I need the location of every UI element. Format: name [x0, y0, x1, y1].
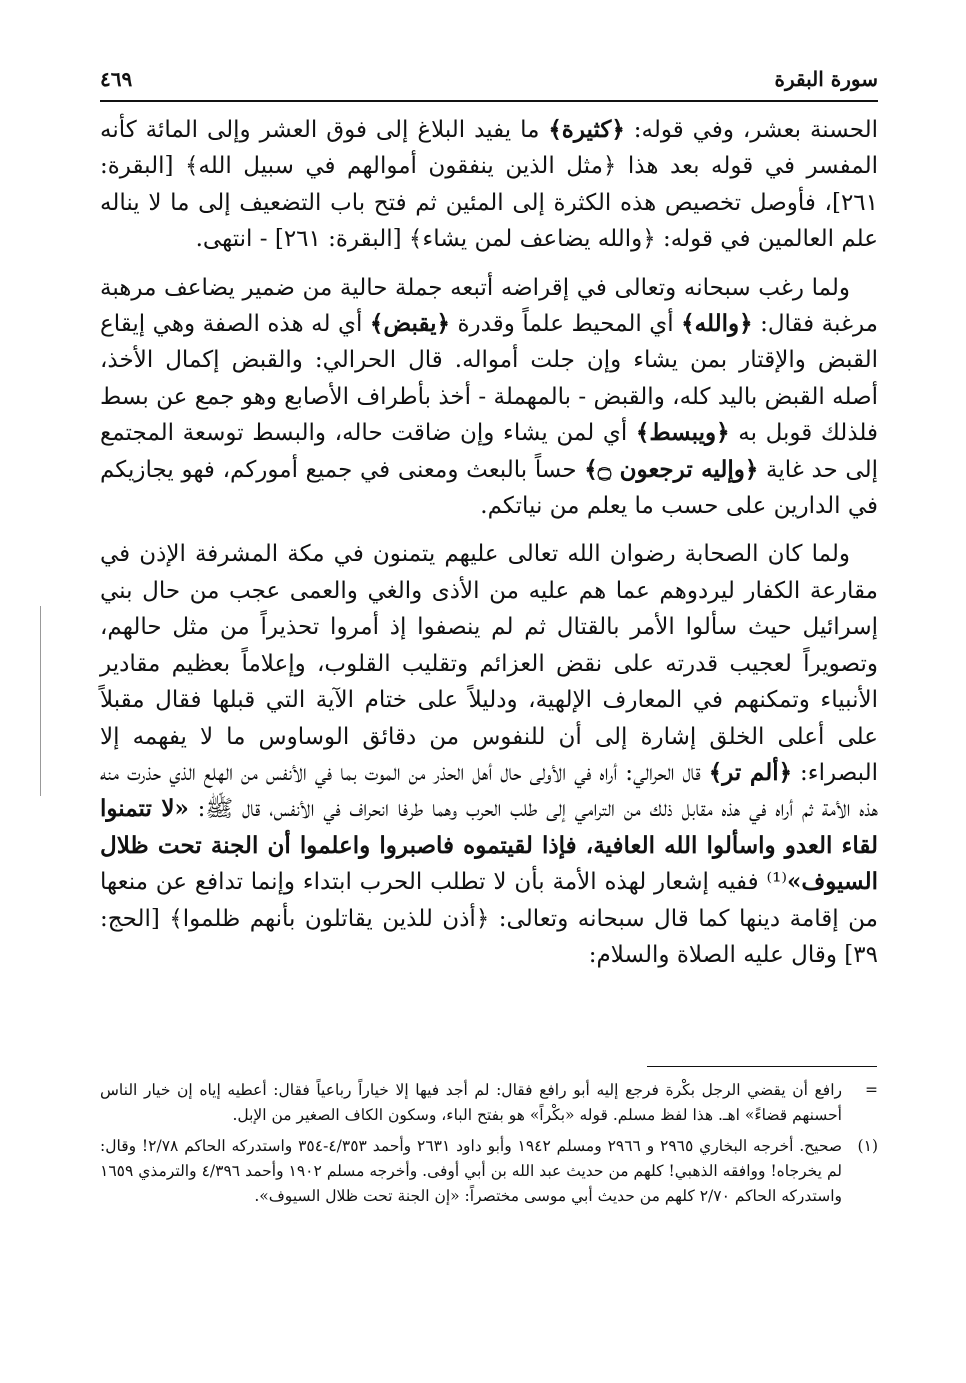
- text-run: ما يفيد البلاغ إلى فوق العشر وإلى المائة كأنه المفسر في قوله بعد هذا ﴿مثل الذين ينفقون أموالهم في سبيل الله﴾ [البقرة: ٢٦١]، فأوصل تخصيص هذه الكثرة إلى المئين ثم فتح باب التضعيف إلى ما لا يناله علم العالمين في قوله: ﴿والله يضاعف لمن يشاء﴾ [البقرة: ٢٦١] - انتهى.: [100, 117, 878, 253]
- paragraph: [100, 270, 878, 525]
- quran-quote: ﴿يقبض﴾: [369, 310, 450, 338]
- scan-margin-line: [40, 606, 41, 796]
- page-header: [100, 58, 878, 102]
- quran-quote: ﴿ويبسط﴾: [635, 419, 730, 447]
- footnote-text: صحيح. أخرجه البخاري ٢٩٦٥ و ٢٩٦٦ ومسلم ١٩٤٢ وأبو داود ٢٦٣١ وأحمد ٤/٣٥٣-٣٥٤ واستدركه الحاكم ٢/٧٨! وقال: لم يخرجاه! ووافقه الذهبي! كلهم من حديث عبد الله بن أبي أوفى. وأخرجه مسلم ١٩٠٢ وأحمد ٤/٣٩٦ والترمذي ١٦٥٩ واستدركه الحاكم ٢/٧٠ كلهم من حديث أبي موسى مختصراً: «إن الجنة تحت ظلال السيوف».: [100, 1137, 842, 1205]
- paragraph: [100, 536, 878, 973]
- quran-quote: ﴿والله﴾: [681, 310, 753, 338]
- text-run: ولما رغب سبحانه وتعالى في إقراضه أتبعه جملة حالية من ضمير يضاعف مرهبة مرغبة فقال:: [100, 274, 878, 338]
- text-run: ولما كان الصحابة رضوان الله تعالى عليهم يتمنون في مكة المشرفة الإذن في مقارعة الكفار ليردوهم عما هم عليه من الأذى والغي والعمى عجب من حال بني إسرائيل حيث سألوا الأمر بالقتال ثم لم ينصفوا إذ أمروا تحذيراً من مثل حالهم، وتصويراً لعجيب قدرته على نقض العزائم وتقليب القلوب، وإعلاماً بعظيم مقادير الأنبياء وتمكنهم في المعارف الإلهية، ودليلاً على ختام الآية التي قبلها فقال مقبلاً على أعلى الخلق إشارة إلى أن للنفوس من دقائق الوساوس ما لا يفهمه إلا البصراء:: [100, 541, 879, 786]
- footnote: [100, 1134, 878, 1209]
- main-text: [100, 112, 878, 985]
- quran-quote: ﴿كثيرة﴾: [548, 116, 625, 143]
- text-run: الحسنة بعشر، وفي قوله:: [624, 117, 878, 143]
- footnote-mark: =: [865, 1081, 878, 1099]
- footnote-mark: (١): [857, 1137, 878, 1155]
- footnotes: [100, 1078, 878, 1215]
- quran-quote: ﴿وإليه ترجعون ۝﴾: [584, 455, 759, 483]
- surah-title: سورة البقرة: [774, 67, 878, 91]
- text-run: أي المحيط علماً وقدرة: [449, 311, 682, 338]
- text-run: أي له هذه الصفة وهي إيقاع القبض والإقتار بمن يشاء وإن جلت أمواله. قال الحرالي: والقبض إكمال الأخذ، أصله القبض باليد كله، والقبض - بالمهملة - أخذ بأطراف الأصابع وهو جمع عن بسط فلذلك قوبل به: [100, 311, 878, 447]
- hadith-quote: «لا تتمنوا لقاء العدو واسألوا الله العافية، فإذا لقيتموه فاصبروا واعلموا أن الجنة تحت ظلال السيوف»: [100, 795, 878, 896]
- quran-quote: ﴿ألم تر﴾: [708, 758, 793, 786]
- page-number: ٤٦٩: [100, 67, 133, 91]
- text-run: ⁽¹⁾ ففيه إشعار لهذه الأمة بأن لا تطلب الحرب ابتداء وإنما تدافع عن منعها من إقامة دينها كما قال سبحانه وتعالى: ﴿أذن للذين يقاتلون بأنهم ظلموا﴾ [الحج: ٣٩] وقال عليه الصلاة والسلام:: [100, 869, 878, 968]
- text-run: قال الحرالي: أراه في الأولى حال أهل الحذر من الموت بما في الأنفس من الهلع الذي حذرت منه هذه الأمة ثم أراه في هذه مقابل ذلك من الترامي إلى طلب الحرب وهما طرفا انحراف في الأنفس، قال ﷺ:: [100, 759, 878, 823]
- footnote: [100, 1078, 878, 1128]
- footnote-text: رافع أن يقضي الرجل بكْرة فرجع إليه أبو رافع فقال: لم أجد فيها إلا خياراً رباعياً فقال: أعطيه إياه إن خيار الناس أحسنهم قضاءً» اهـ. هذا لفظ مسلم. قوله «بكْراً» هو بفتح الباء، وسكون الكاف الصغير من الإبل.: [100, 1081, 842, 1124]
- text-run: أي لمن يشاء وإن ضاقت حاله، والبسط توسعة المجتمع إلى حد غاية: [100, 420, 878, 483]
- footnote-separator: [647, 1066, 877, 1067]
- paragraph: [100, 112, 878, 258]
- text-run: حساً بالبعث ومعنى في جميع أموركم، فهو يجازيكم في الدارين على حسب ما يعلم من نياتكم.: [100, 456, 878, 520]
